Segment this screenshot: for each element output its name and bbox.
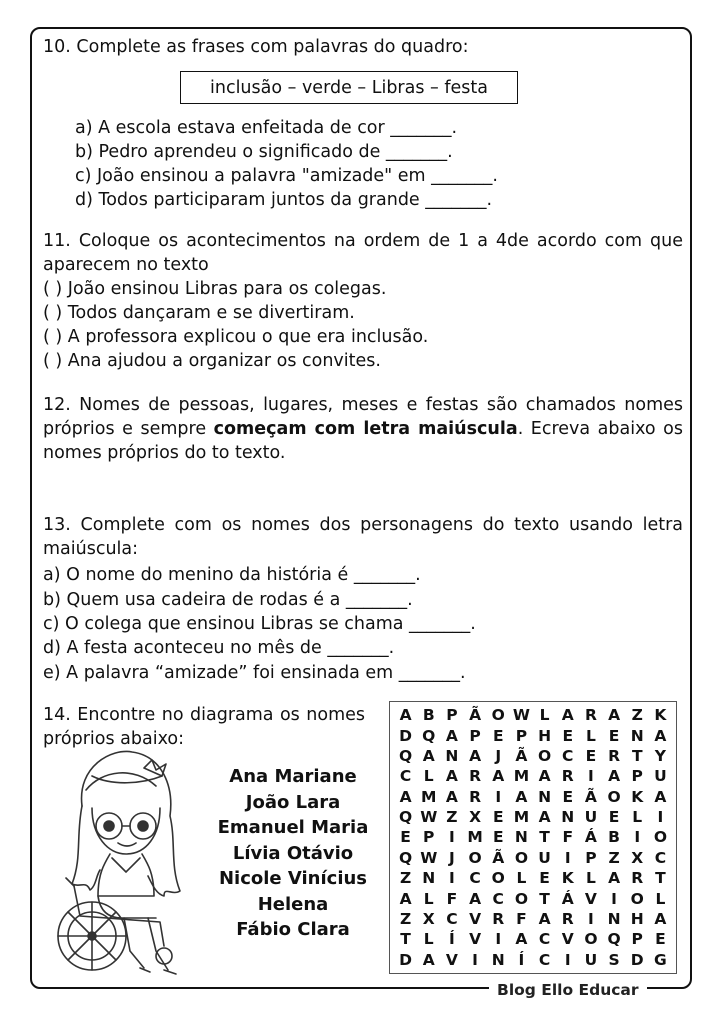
- grid-cell: Z: [446, 808, 458, 827]
- grid-cell: D: [399, 726, 413, 745]
- grid-cell: W: [420, 808, 438, 827]
- grid-cell: T: [539, 828, 550, 847]
- grid-cell: O: [491, 869, 505, 888]
- grid-cell: L: [655, 889, 666, 908]
- grid-cell: Q: [422, 726, 436, 745]
- grid-cell: C: [562, 746, 574, 765]
- grid-cell: I: [588, 767, 594, 786]
- grid-cell: A: [469, 746, 482, 765]
- grid-cell: I: [449, 828, 455, 847]
- grid-cell: A: [422, 746, 435, 765]
- q12-text-before: 12. Nomes de pessoas, lugares, meses e festas são chamados nomes próprios e sempre: [43, 395, 683, 439]
- grid-cell: R: [469, 787, 482, 806]
- q14-names-list: [208, 764, 378, 943]
- grid-cell: N: [607, 910, 621, 929]
- q14-name-5: Nicole Vinícius: [218, 868, 368, 889]
- grid-cell: R: [631, 869, 644, 888]
- grid-cell: I: [449, 869, 455, 888]
- grid-cell: B: [608, 828, 620, 847]
- grid-cell: U: [538, 848, 551, 867]
- q10-item-d: d) Todos participaram juntos da grande _______.: [75, 190, 493, 210]
- q10-item-a: a) A escola estava enfeitada de cor _______.: [75, 118, 458, 138]
- grid-cell: Z: [631, 706, 643, 725]
- grid-cell: A: [608, 767, 621, 786]
- grid-cell: A: [538, 767, 551, 786]
- q13-item-b: b) Quem usa cadeira de rodas é a _______.: [43, 590, 413, 610]
- grid-cell: P: [631, 767, 643, 786]
- q11-item-3: ( ) A professora explicou o que era inclusão.: [43, 327, 429, 347]
- grid-cell: O: [653, 828, 667, 847]
- grid-cell: Ã: [584, 787, 597, 806]
- q14-title: 14. Encontre no diagrama os nomes próprios abaixo:: [43, 705, 365, 749]
- q13-item-a: a) O nome do menino da história é _______.: [43, 565, 421, 585]
- q11-item-2: ( ) Todos dançaram e se divertiram.: [43, 303, 355, 323]
- grid-cell: O: [514, 889, 528, 908]
- q10-word-box: [180, 71, 518, 104]
- grid-cell: A: [654, 787, 667, 806]
- q13-item-e: e) A palavra “amizade” foi ensinada em _______.: [43, 663, 466, 683]
- grid-cell: L: [423, 930, 434, 949]
- grid-cell: I: [634, 828, 641, 847]
- grid-cell: E: [400, 828, 411, 847]
- grid-cell: R: [584, 706, 597, 725]
- q13-item-c: c) O colega que ensinou Libras se chama _______.: [43, 614, 476, 634]
- grid-cell: Q: [607, 930, 621, 949]
- grid-cell: P: [585, 848, 597, 867]
- grid-cell: H: [538, 726, 552, 745]
- grid-cell: V: [584, 889, 597, 908]
- grid-cell: P: [423, 828, 435, 847]
- grid-cell: C: [538, 950, 551, 969]
- q13-title: 13. Complete com os nomes dos personagens do texto usando letra maiúscula:: [43, 515, 683, 559]
- grid-cell: Í: [518, 950, 525, 969]
- grid-cell: N: [630, 726, 644, 745]
- grid-cell: O: [537, 746, 552, 765]
- grid-cell: T: [655, 869, 666, 888]
- grid-cell: C: [654, 848, 667, 867]
- grid-cell: T: [631, 746, 643, 765]
- grid-cell: L: [423, 889, 434, 908]
- grid-cell: Í: [449, 930, 455, 949]
- grid-cell: U: [584, 950, 598, 969]
- grid-cell: D: [630, 950, 644, 969]
- grid-cell: N: [538, 787, 552, 806]
- grid-cell: Z: [399, 910, 412, 929]
- grid-cell: Ã: [515, 746, 528, 765]
- grid-cell: C: [492, 889, 504, 908]
- grid-cell: P: [515, 726, 528, 745]
- grid-cell: L: [539, 706, 550, 725]
- q10-title: 10. Complete as frases com palavras do quadro:: [43, 37, 469, 57]
- grid-cell: R: [469, 767, 482, 786]
- grid-cell: I: [564, 848, 571, 867]
- grid-cell: A: [608, 706, 621, 725]
- grid-cell: Á: [561, 889, 574, 908]
- grid-cell: X: [469, 808, 482, 827]
- q14-name-2: João Lara: [245, 791, 341, 813]
- grid-cell: F: [562, 828, 574, 847]
- grid-cell: I: [611, 889, 617, 908]
- grid-cell: N: [561, 808, 575, 827]
- grid-cell: C: [538, 930, 551, 949]
- grid-cell: M: [421, 787, 437, 806]
- grid-cell: L: [423, 767, 434, 786]
- grid-cell: G: [654, 950, 667, 969]
- grid-cell: I: [657, 808, 664, 827]
- grid-cell: H: [630, 910, 644, 929]
- grid-cell: A: [608, 869, 621, 888]
- grid-cell: F: [516, 910, 527, 929]
- footer-brand: Blog Ello Educar: [489, 979, 647, 1001]
- grid-cell: O: [514, 848, 528, 867]
- grid-cell: B: [422, 706, 435, 725]
- grid-cell: O: [491, 706, 505, 725]
- grid-cell: E: [492, 808, 504, 827]
- grid-cell: P: [446, 706, 458, 725]
- grid-cell: Z: [399, 869, 412, 888]
- grid-cell: M: [467, 828, 483, 847]
- grid-cell: Q: [398, 808, 413, 827]
- grid-cell: E: [608, 726, 620, 745]
- grid-cell: N: [514, 828, 528, 847]
- grid-cell: L: [585, 869, 596, 888]
- grid-cell: R: [561, 767, 574, 786]
- grid-cell: U: [584, 808, 598, 827]
- grid-cell: P: [631, 930, 643, 949]
- grid-cell: X: [631, 848, 644, 867]
- grid-cell: V: [445, 950, 458, 969]
- grid-cell: V: [469, 930, 482, 949]
- grid-cell: A: [399, 706, 412, 725]
- grid-cell: E: [562, 726, 574, 745]
- q12-text-bold: começam com letra maiúscula: [213, 419, 518, 439]
- grid-cell: L: [585, 726, 596, 745]
- grid-cell: Q: [398, 848, 413, 867]
- grid-cell: A: [654, 726, 667, 745]
- q14-name-6: Helena: [257, 893, 329, 915]
- grid-cell: O: [468, 848, 482, 867]
- grid-cell: M: [513, 767, 530, 786]
- grid-cell: I: [495, 930, 502, 949]
- grid-cell: Q: [398, 746, 413, 765]
- grid-cell: T: [400, 930, 411, 949]
- grid-cell: R: [492, 910, 505, 929]
- grid-cell: V: [469, 910, 482, 929]
- grid-cell: A: [538, 808, 551, 827]
- grid-cell: E: [492, 828, 504, 847]
- grid-cell: A: [445, 767, 458, 786]
- grid-cell: A: [561, 706, 574, 725]
- grid-cell: J: [495, 746, 502, 765]
- grid-cell: L: [516, 869, 527, 888]
- grid-cell: A: [399, 787, 412, 806]
- grid-cell: A: [515, 787, 528, 806]
- grid-cell: N: [491, 950, 505, 969]
- grid-cell: O: [584, 930, 598, 949]
- q12-text: [43, 393, 683, 465]
- grid-cell: X: [422, 910, 435, 929]
- grid-cell: F: [446, 889, 458, 908]
- grid-cell: Z: [608, 848, 620, 867]
- q10-item-c: c) João ensinou a palavra "amizade" em _______.: [75, 166, 498, 186]
- grid-cell: A: [422, 950, 435, 969]
- q11-item-1: ( ) João ensinou Libras para os colegas.: [43, 279, 387, 299]
- q10-item-b: b) Pedro aprendeu o significado de _______.: [75, 142, 453, 162]
- grid-cell: T: [539, 889, 550, 908]
- q14-name-3: Emanuel Maria: [217, 817, 369, 838]
- grid-cell: Ã: [492, 848, 505, 867]
- grid-cell: I: [588, 910, 594, 929]
- q14-name-7: Fábio Clara: [236, 919, 350, 940]
- grid-cell: A: [469, 889, 482, 908]
- grid-cell: A: [445, 726, 458, 745]
- grid-cell: E: [492, 726, 504, 745]
- q14-name-4: Lívia Otávio: [232, 842, 354, 864]
- grid-cell: E: [585, 746, 597, 765]
- grid-cell: K: [654, 706, 667, 725]
- q11-title: 11. Coloque os acontecimentos na ordem de 1 a 4de acordo com que aparecem no texto: [43, 231, 683, 275]
- grid-cell: C: [446, 910, 458, 929]
- grid-cell: Y: [654, 746, 667, 765]
- grid-cell: R: [608, 746, 621, 765]
- grid-cell: A: [515, 930, 528, 949]
- word-search-grid: [389, 701, 677, 974]
- grid-cell: I: [564, 950, 571, 969]
- q12-text-after: . Ecreva abaixo os nomes próprios do to texto.: [43, 419, 684, 463]
- grid-cell: E: [608, 808, 620, 827]
- q13-item-d: d) A festa aconteceu no mês de _______.: [43, 638, 395, 658]
- grid-cell: I: [495, 787, 502, 806]
- grid-cell: A: [445, 787, 458, 806]
- grid-cell: M: [513, 808, 530, 827]
- grid-cell: E: [562, 787, 574, 806]
- grid-cell: A: [654, 910, 667, 929]
- grid-cell: K: [631, 787, 644, 806]
- girl-in-wheelchair-illustration: [52, 746, 197, 981]
- grid-cell: A: [399, 889, 412, 908]
- grid-cell: L: [632, 808, 643, 827]
- grid-cell: J: [449, 848, 455, 867]
- grid-cell: D: [399, 950, 413, 969]
- grid-cell: N: [445, 746, 459, 765]
- grid-cell: O: [607, 787, 621, 806]
- grid-cell: Á: [584, 828, 597, 847]
- grid-cell: R: [561, 910, 574, 929]
- grid-cell: U: [654, 767, 667, 786]
- grid-cell: A: [492, 767, 505, 786]
- grid-cell: P: [469, 726, 481, 745]
- grid-cell: N: [422, 869, 436, 888]
- grid-cell: C: [469, 869, 481, 888]
- grid-cell: V: [561, 930, 574, 949]
- grid-cell: S: [608, 950, 620, 969]
- grid-cell: W: [512, 706, 530, 725]
- q10-word-box-text: inclusão – verde – Libras – festa: [210, 77, 488, 98]
- grid-cell: I: [472, 950, 478, 969]
- q11-item-4: ( ) Ana ajudou a organizar os convites.: [43, 351, 381, 371]
- grid-cell: A: [538, 910, 551, 929]
- q14-name-1: Ana Mariane: [229, 766, 357, 787]
- grid-cell: C: [399, 767, 412, 786]
- grid-cell: K: [561, 869, 574, 888]
- grid-cell: E: [539, 869, 550, 888]
- grid-cell: W: [420, 848, 438, 867]
- grid-cell: Ã: [469, 706, 482, 725]
- grid-cell: E: [655, 930, 666, 949]
- grid-cell: O: [630, 889, 644, 908]
